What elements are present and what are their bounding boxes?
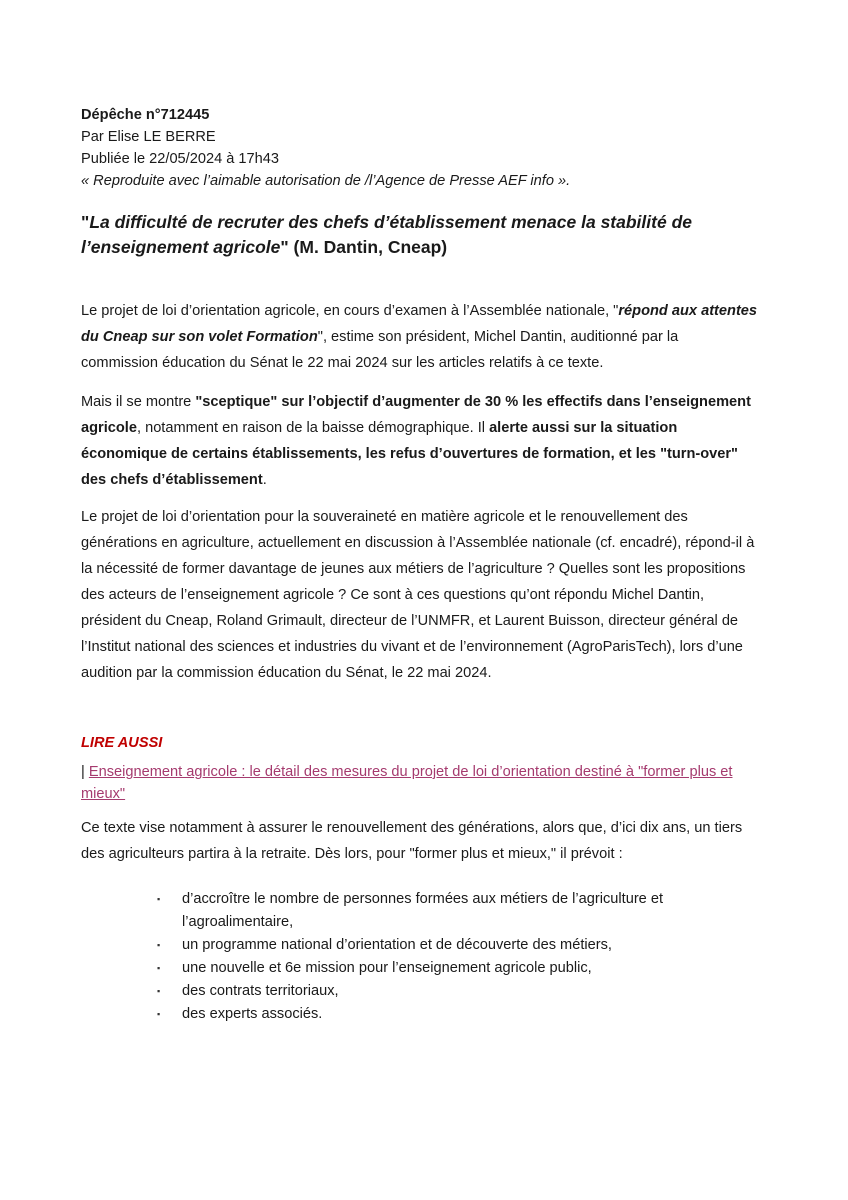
p1-text-a: Le projet de loi d’orientation agricole, en cours d’examen à l’Assemblée nationale, " [81, 303, 619, 319]
paragraph-3: Le projet de loi d’orientation pour la souveraineté en matière agricole et le renouvellement des générations en agriculture, actuellement en discussion à l’Assemblée nationale (cf. encadré), répond-il à la nécessité de former davantage de jeunes aux métiers de l’agriculture ? Quelles sont les propositions des acteurs de l’enseignement agricole ? Ce sont à ces questions qu’ont répondu Michel Dantin, président du Cneap, Roland Grimault, directeur de l’UNMFR, et Laurent Buisson, directeur général de l’Institut national des sciences et industries du vivant et de l’environnement (AgroParisTech), lors d’une audition par la commission éducation du Sénat, le 22 mai 2024. [81, 509, 755, 681]
bullet-icon: ▪ [157, 894, 161, 904]
related-link-line [81, 761, 758, 805]
measures-list [81, 888, 758, 1026]
p1-text-c: ", estime son président, Michel Dantin, auditionné par la commission éducation du Sénat le 22 mai 2024 sur les articles relatifs à ce texte. [81, 329, 679, 371]
link-separator: | [81, 764, 89, 780]
title-open-quote: " [81, 212, 90, 232]
related-article-link[interactable]: Enseignement agricole : le détail des mesures du projet de loi d’orientation destiné à "former plus et mieux" [81, 764, 733, 802]
published-line: Publiée le 22/05/2024 à 17h43 [81, 151, 279, 167]
paragraph-4: Ce texte vise notamment à assurer le renouvellement des générations, alors que, d’ici dix ans, un tiers des agriculteurs partira à la retraite. Dès lors, pour "former plus et mieux," il prévoit : [81, 820, 743, 862]
list-item [157, 1003, 758, 1026]
bullet-icon: ▪ [157, 963, 161, 973]
lire-aussi-label: LIRE AUSSI [81, 735, 163, 751]
paragraph-2 [81, 389, 758, 493]
paragraph-1 [81, 298, 758, 376]
list-item [157, 980, 758, 1003]
p2-text-a: Mais il se montre [81, 394, 196, 410]
p2-text-e: . [262, 472, 267, 488]
author-line: Par Elise LE BERRE [81, 129, 216, 145]
p2-bold-1: "sceptique" sur l’objectif d’augmenter de 30 % les effectifs dans l’enseignement agricole [81, 394, 751, 436]
dispatch-header [81, 104, 758, 192]
list-item-text: des experts associés. [182, 1006, 323, 1022]
list-item-text: des contrats territoriaux, [182, 983, 339, 999]
p2-bold-2: alerte aussi sur la situation économique de certains établissements, les refus d’ouvertures de formation, et les "turn-over" des chefs d’établissement [81, 420, 738, 488]
article-title [81, 210, 758, 260]
bullet-icon: ▪ [157, 986, 161, 996]
dispatch-number: Dépêche n°712445 [81, 107, 210, 123]
list-item [157, 888, 758, 934]
title-attribution: " (M. Dantin, Cneap) [280, 237, 448, 257]
bullet-icon: ▪ [157, 1009, 161, 1019]
list-item-text: un programme national d’orientation et de découverte des métiers, [182, 937, 612, 953]
title-quote: La difficulté de recruter des chefs d’établissement menace la stabilité de l’enseignement agricole [81, 212, 692, 257]
list-item-text: une nouvelle et 6e mission pour l’enseignement agricole public, [182, 960, 592, 976]
list-item [157, 957, 758, 980]
p1-emphasis: répond aux attentes du Cneap sur son volet Formation [81, 303, 758, 345]
reproduction-notice: « Reproduite avec l’aimable autorisation de /l’Agence de Presse AEF info ». [81, 173, 571, 189]
p2-text-c: , notamment en raison de la baisse démographique. Il [136, 420, 490, 436]
bullet-icon: ▪ [157, 940, 161, 950]
list-item [157, 934, 758, 957]
list-item-text: d’accroître le nombre de personnes formées aux métiers de l’agriculture et l’agroalimentaire, [182, 891, 664, 930]
